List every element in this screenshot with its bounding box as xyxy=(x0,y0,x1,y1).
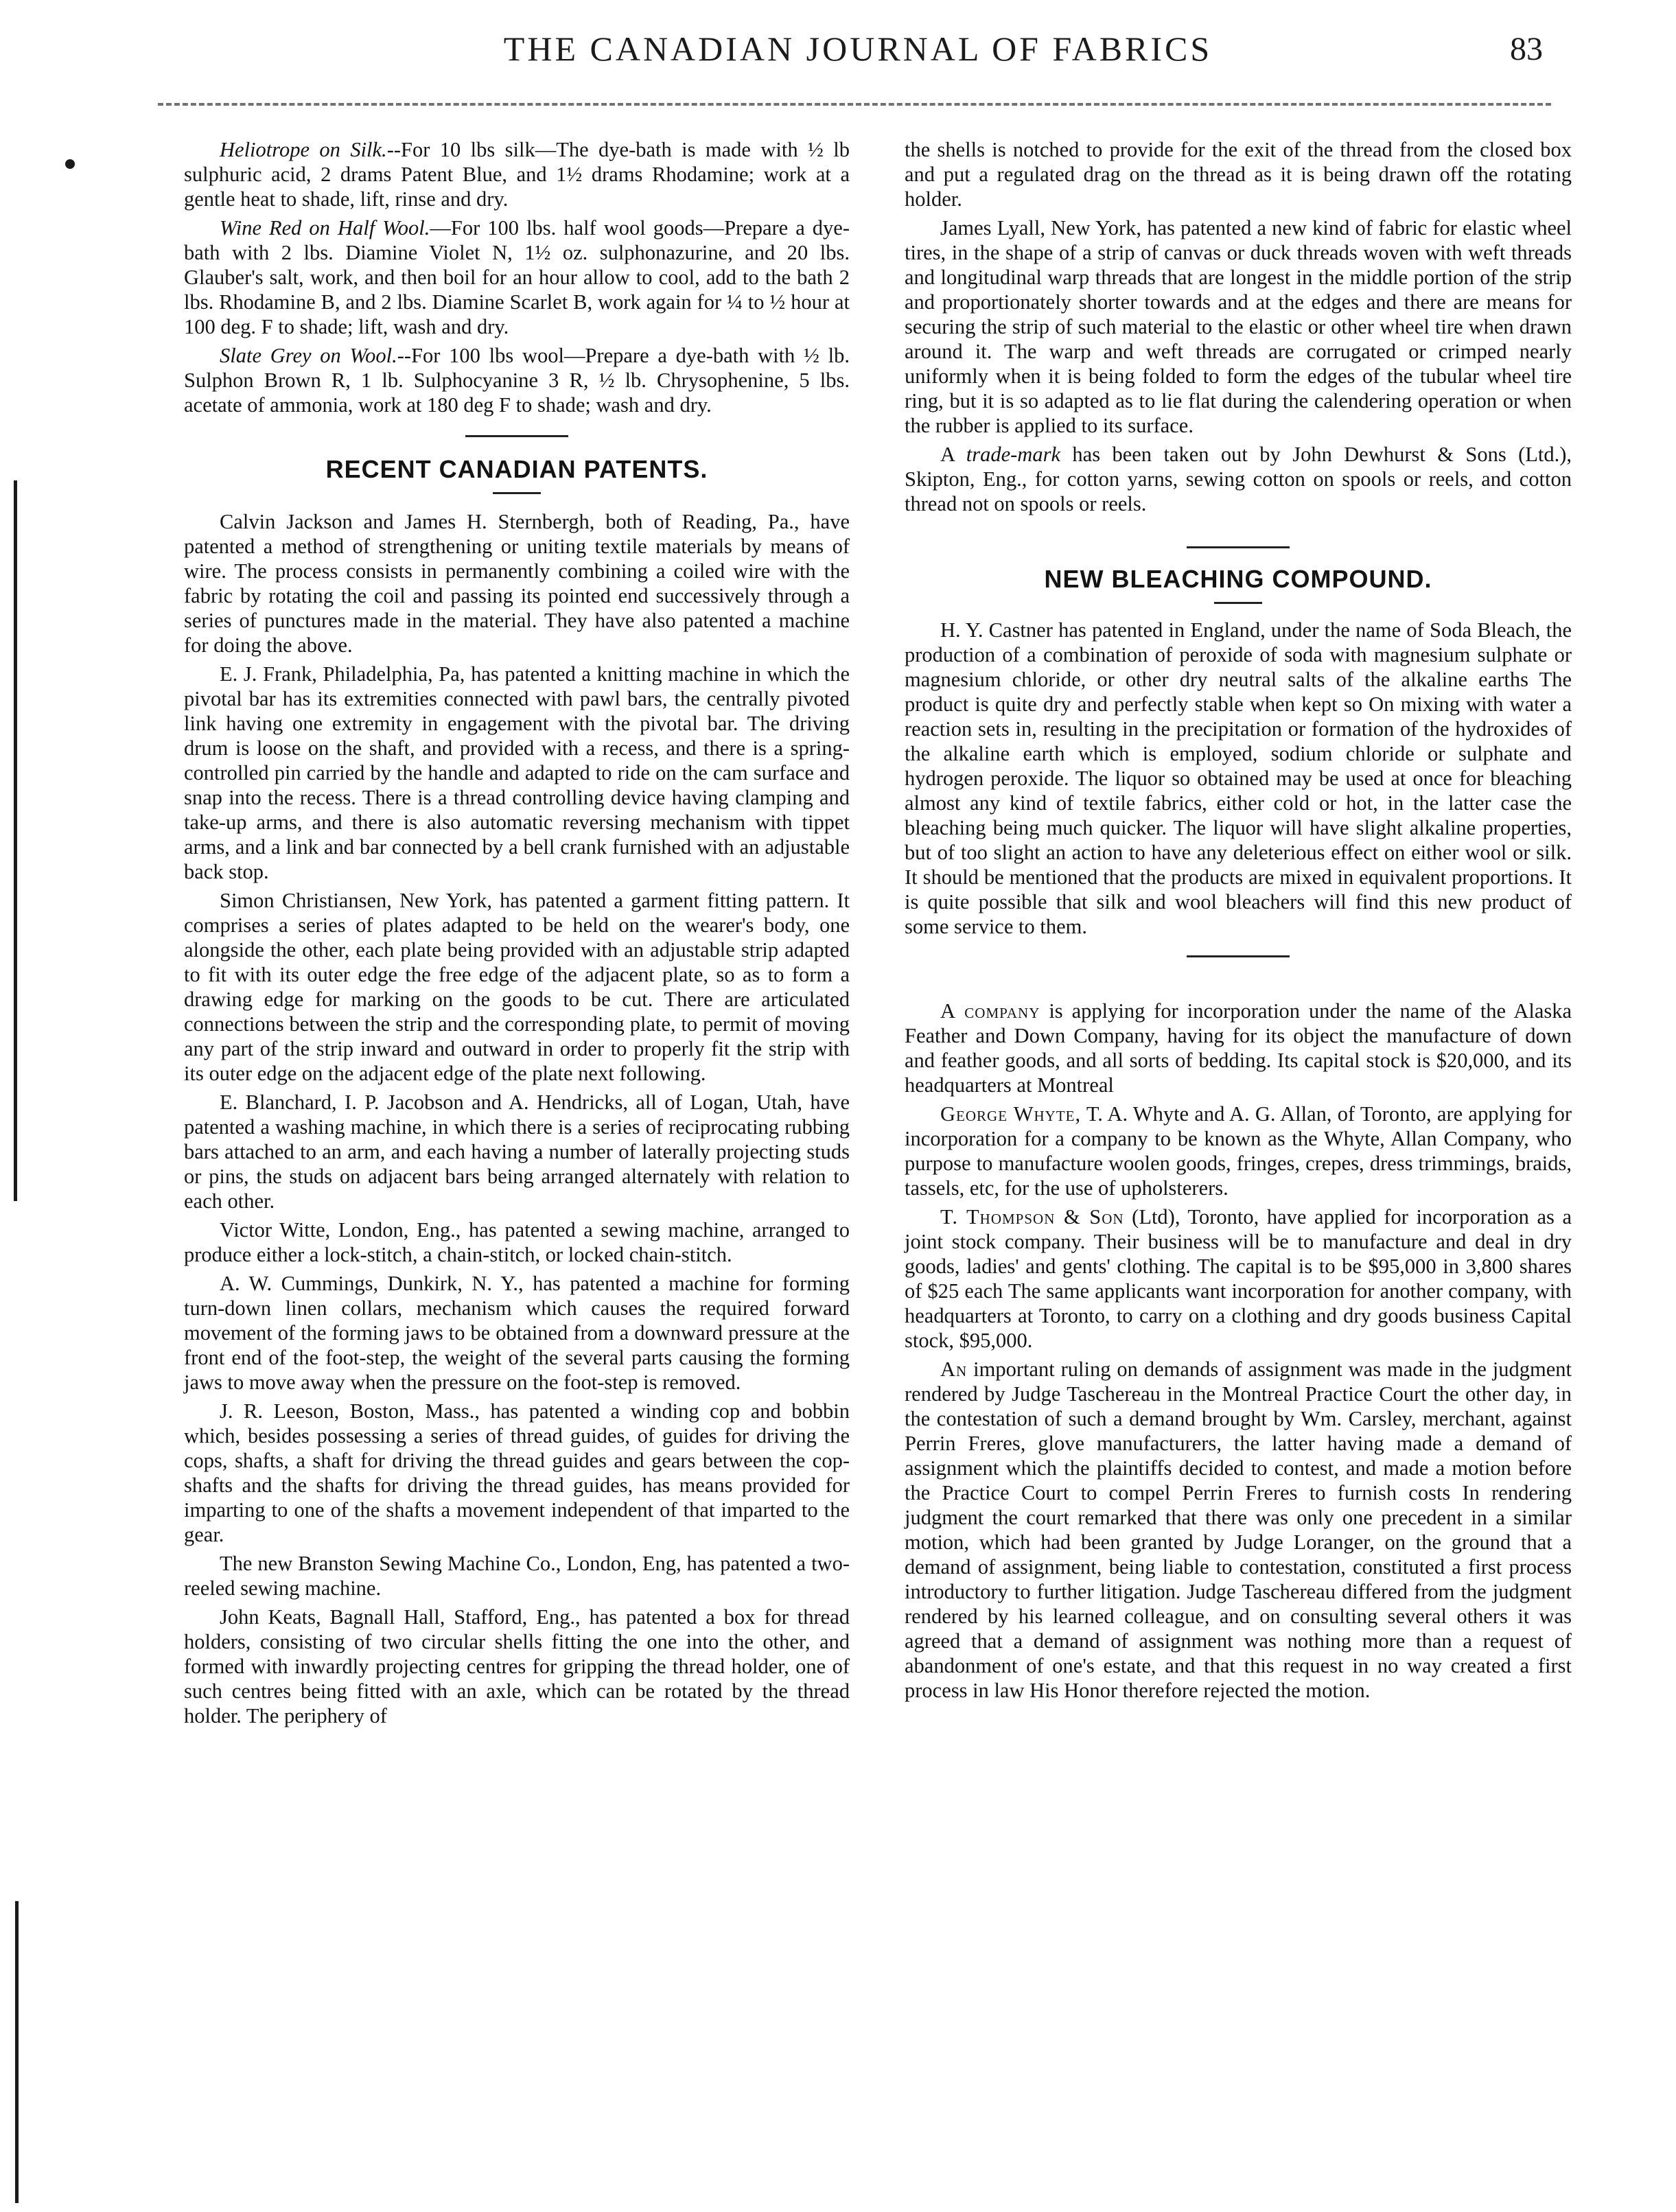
patent-entry: A. W. Cummings, Dunkirk, N. Y., has patented a machine for forming turn-down linen collars, mechanism which causes the required forward movement of the forming jaws to be obtained from a downward pressure at the front end of the foot-step, the weight of the several parts causing the forming jaws to move away when the pressure on the foot-step is removed. xyxy=(184,1272,850,1394)
patent-entry: Victor Witte, London, Eng., has patented a sewing machine, arranged to produce either a lock-stitch, a chain-stitch, or locked chain-stitch. xyxy=(184,1218,850,1266)
dye-recipe: Slate Grey on Wool.--For 100 lbs wool—Prepare a dye-bath with ½ lb. Sulphon Brown R, 1 lb. Sulphocyanine 3 R, ½ lb. Chrysophenine, 5 lbs. acetate of ammonia, work at 180 deg F to shade; wash and dry. xyxy=(184,344,850,417)
journal-title: THE CANADIAN JOURNAL OF FABRICS xyxy=(503,30,1213,68)
section-divider xyxy=(1187,546,1290,548)
section-heading: NEW BLEACHING COMPOUND. xyxy=(1044,565,1432,593)
heading-rule xyxy=(1214,602,1262,604)
section-heading: RECENT CANADIAN PATENTS. xyxy=(325,455,708,483)
section-divider xyxy=(1187,955,1290,957)
patent-entry: Simon Christiansen, New York, has patented a garment fitting pattern. It comprises a series of plates adapted to be held on the wearer's body, one alongside the other, each plate being provided with an adjustable strip adapted to fit with its outer edge the free edge of the adjacent plate, so as to form a drawing edge for marking on the goods to be cut. There are articulated connections between the strip and the corresponding plate, to permit of moving any part of the strip inward and outward in order to properly fit the strip with its outer edge on the adjacent edge of the plate next following. xyxy=(184,889,850,1085)
patent-entry: E. J. Frank, Philadelphia, Pa, has patented a knitting machine in which the pivotal bar has its extremities connected with pawl bars, the centrally pivoted link having one extremity in engagement with the pivotal bar. The driving drum is loose on the shaft, and provided with a recess, and there is a spring-controlled pin carried by the handle and adapted to ride on the cam surface and snap into the recess. There is a thread controlling device having clamping and take-up arms, and there is also automatic reversing mechanism with tippet arms, and a link and bar connected by a bell crank furnished with an adjustable back stop. xyxy=(184,662,850,883)
patent-entry: James Lyall, New York, has patented a new kind of fabric for elastic wheel tires, in the shape of a strip of canvas or duck threads woven with weft threads and longitudinal warp threads that are longest in the middle portion of the strip and proportionately shorter towards and at the edges and there are means for securing the strip of such material to the elastic or other wheel tire when drawn around it. The warp and weft threads are corrugated or crimped nearly uniformly when it is being folded to form the edges of the tubular wheel tire ring, but it is so adapted as to lie flat during the calendering operation or when the rubber is applied to its surface. xyxy=(905,216,1572,437)
bleaching-article: H. Y. Castner has patented in England, under the name of Soda Bleach, the production of a combination of peroxide of soda with magnesium sulphate or magnesium chloride, or other dry neutral salts of the alkaline earths The product is quite dry and perfectly stable when kept so On mixing with water a reaction sets in, resulting in the precipitation or formation of the hydroxides of the alkaline earth which is employed, sodium chloride or sulphate and hydrogen peroxide. The liquor so obtained may be used at once for bleaching almost any kind of textile fabrics, either cold or hot, in the latter case the bleaching being much quicker. The liquor will have slight alkaline properties, but of too slight an action to have any deleterious effect on either wool or silk. It should be mentioned that the products are mixed in equivalent proportions. It is quite possible that silk and wool bleachers will find this new product of some service to them. xyxy=(905,618,1572,938)
section-divider xyxy=(465,435,568,437)
patent-entry: E. Blanchard, I. P. Jacobson and A. Hendricks, all of Logan, Utah, have patented a washing machine, in which there is a series of reciprocating rubbing bars attached to an arm, and each having a number of laterally projecting studs or pins, the studs on adjacent bars being arranged alternately with relation to each other. xyxy=(184,1091,850,1213)
company-note: An important ruling on demands of assignment was made in the judgment rendered by Judge Taschereau in the Montreal Practice Court the other day, in the contestation of such a demand brought by Wm. Carsley, merchant, against Perrin Freres, glove manufacturers, the latter having made a demand of assignment which the plaintiffs decided to contest, and made a motion before the Practice Court to compel Perrin Freres to furnish costs In rendering judgment the court remarked that there was only one precedent in a similar motion, which had been granted by Judge Loranger, on the ground that a demand of assignment, being liable to contestation, constituted a first process introductory to further litigation. Judge Taschereau differed from the judgment rendered by his learned colleague, and on consulting several others it was agreed that a demand of assignment was nothing more than a request of abandonment of one's estate, and that this request in no way created a first process in law His Honor therefore rejected the motion. xyxy=(905,1358,1572,1702)
dye-recipe: Wine Red on Half Wool.—For 100 lbs. half wool goods—Prepare a dye-bath with 2 lbs. Diamine Violet N, 1½ oz. sulphonazurine, and 20 lbs. Glauber's salt, work, and then boil for an hour allow to cool, add to the bath 2 lbs. Rhodamine B, and 2 lbs. Diamine Scarlet B, work again for ¼ to ½ hour at 100 deg. F to shade; lift, wash and dry. xyxy=(184,216,850,338)
bleaching-compound-section xyxy=(905,565,1572,939)
scan-binding-mark xyxy=(15,1901,19,2203)
patent-entry-continued: the shells is notched to provide for the exit of the thread from the closed box and put a regulated drag on the thread as it is being drawn off the rotating holder. xyxy=(905,138,1572,211)
patent-entry: The new Branston Sewing Machine Co., London, Eng, has patented a two-reeled sewing machine. xyxy=(184,1552,850,1600)
left-column xyxy=(184,137,850,1728)
header-rule xyxy=(158,103,1551,106)
scan-binding-mark xyxy=(14,480,17,1201)
company-note: T. Thompson & Son (Ltd), Toronto, have applied for incorporation as a joint stock company. Their business will be to manufacture and deal in dry goods, ladies' and gents' clothing. The capital is to be $95,000 in 3,800 shares of $25 each The same applicants want incorporation for another company, with headquarters at Toronto, to carry on a clothing and dry goods business Capital stock, $95,000. xyxy=(905,1205,1572,1352)
page-number: 83 xyxy=(1510,31,1543,67)
company-notes xyxy=(905,999,1572,1703)
company-note: A company is applying for incorporation under the name of the Alaska Feather and Down Company, having for its object the manufacture of down and feather goods, and all sorts of bedding. Its capital stock is $20,000, and its headquarters at Montreal xyxy=(905,999,1572,1097)
dye-recipe: Heliotrope on Silk.--For 10 lbs silk—The dye-bath is made with ½ lb sulphuric acid, 2 drams Patent Blue, and 1½ drams Rhodamine; work at a gentle heat to shade, lift, rinse and dry. xyxy=(184,138,850,211)
patent-entry: J. R. Leeson, Boston, Mass., has patented a winding cop and bobbin which, besides possessing a series of thread guides, of guides for driving the cops, shafts, a shaft for driving the thread guides and gears between the cop-shafts and the shafts for driving the thread guides, has means provided for imparting to one of the shafts a movement independent of that imparted to the gear. xyxy=(184,1399,850,1546)
right-column xyxy=(905,137,1572,1703)
scan-speck xyxy=(65,159,75,169)
company-note: George Whyte, T. A. Whyte and A. G. Allan, of Toronto, are applying for incorporation for a company to be known as the Whyte, Allan Company, who purpose to manufacture woolen goods, fringes, crepes, dress trimmings, braids, tassels, etc, for the use of upholsterers. xyxy=(905,1102,1572,1200)
trade-mark-notice: A trade-mark has been taken out by John Dewhurst & Sons (Ltd.), Skipton, Eng., for cotton yarns, sewing cotton on spools or reels, and cotton thread not on spools or reels. xyxy=(905,443,1572,515)
patent-entry: John Keats, Bagnall Hall, Stafford, Eng., has patented a box for thread holders, consisting of two circular shells fitting the one into the other, and formed with inwardly projecting centres for gripping the thread holder, one of such centres being fitted with an axle, which can be rotated by the thread holder. The periphery of xyxy=(184,1605,850,1727)
recent-patents-section xyxy=(184,455,850,1728)
dye-recipes xyxy=(184,137,850,417)
patent-entry: Calvin Jackson and James H. Sternbergh, both of Reading, Pa., have patented a method of strengthening or uniting textile materials by means of wire. The process consists in permanently combining a coiled wire with the fabric by rotating the coil and passing its pointed end successively through a series of punctures made in the material. They have also patented a machine for doing the above. xyxy=(184,510,850,657)
heading-rule xyxy=(493,492,541,494)
